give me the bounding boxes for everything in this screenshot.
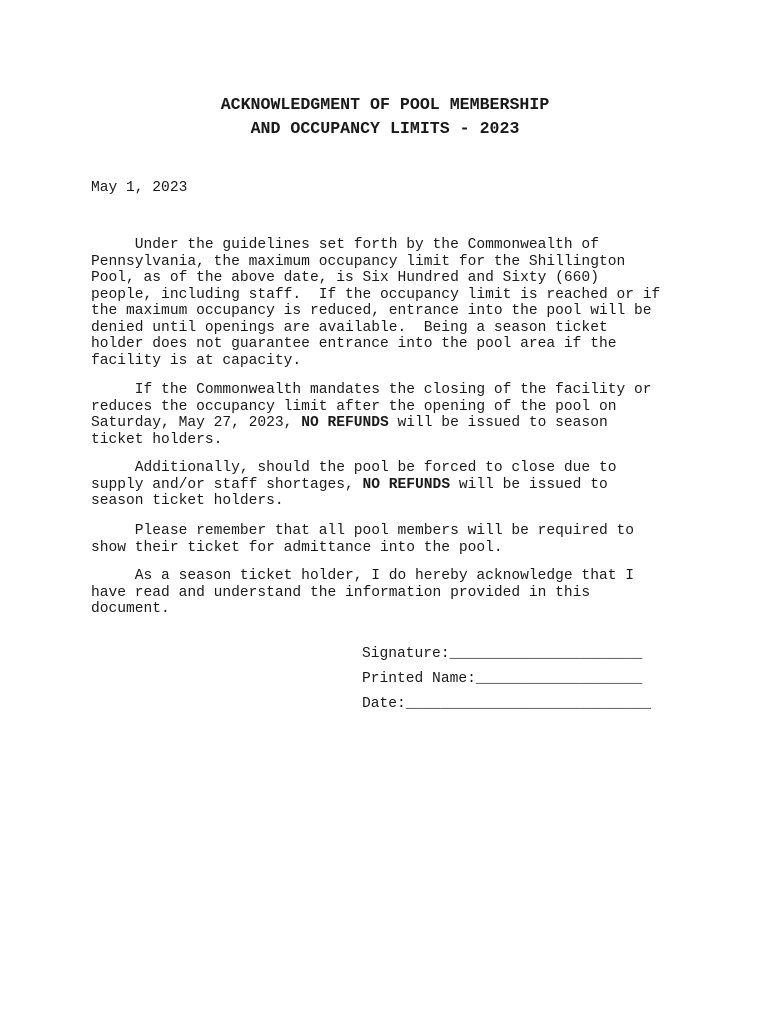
paragraph-ticket-reminder — [91, 523, 731, 556]
paragraph-line: Please remember that all pool members will be required to — [91, 523, 634, 539]
paragraph-line: Under the guidelines set forth by the Commonwealth of — [91, 237, 599, 253]
paragraph-line: As a season ticket holder, I do hereby acknowledge that I — [91, 568, 634, 584]
paragraph-text: will be issued to season — [388, 415, 608, 431]
paragraph-line: people, including staff. If the occupancy limit is reached or if — [91, 286, 661, 303]
paragraph-line: If the Commonwealth mandates the closing of the facility or — [91, 382, 652, 398]
paragraph-acknowledgment — [91, 568, 731, 618]
paragraph-line: facility is at capacity. — [91, 352, 302, 369]
paragraph-line: reduces the occupancy limit after the opening of the pool on — [91, 398, 617, 415]
title-line-2: AND OCCUPANCY LIMITS - 2023 — [250, 119, 520, 138]
paragraph-line: season ticket holders. — [91, 493, 284, 509]
paragraph-text: will be issued to — [450, 476, 608, 493]
paragraph-line: show their ticket for admittance into the pool. — [91, 539, 503, 556]
no-refunds-emphasis: NO REFUNDS — [301, 415, 389, 431]
document-title — [0, 93, 770, 141]
paragraph-line — [91, 415, 731, 432]
paragraph-line — [91, 477, 731, 494]
paragraph-line: ticket holders. — [91, 431, 223, 448]
paragraph-line: holder does not guarantee entrance into the pool area if the — [91, 336, 617, 352]
printed-name-field[interactable]: Printed Name:___________________ — [362, 671, 643, 687]
signature-date-field[interactable]: Date:____________________________ — [362, 696, 652, 712]
paragraph-text: supply and/or staff shortages, — [91, 476, 363, 493]
paragraph-line: have read and understand the information provided in this — [91, 584, 591, 601]
paragraph-closing-mandate — [91, 382, 731, 448]
paragraph-line: denied until openings are available. Being a season ticket — [91, 319, 608, 336]
paragraph-line: the maximum occupancy is reduced, entrance into the pool will be — [91, 303, 652, 319]
paragraph-line: Pennsylvania, the maximum occupancy limit for the Shillington — [91, 253, 626, 270]
paragraph-line: document. — [91, 601, 170, 617]
no-refunds-emphasis: NO REFUNDS — [362, 476, 451, 493]
paragraph-occupancy — [91, 237, 731, 369]
paragraph-line: Pool, as of the above date, is Six Hundred and Sixty (660) — [91, 270, 599, 286]
paragraph-shortages — [91, 460, 731, 510]
document-date: May 1, 2023 — [91, 180, 188, 196]
title-line-1: ACKNOWLEDGMENT OF POOL MEMBERSHIP — [220, 95, 550, 114]
signature-field[interactable]: Signature:______________________ — [362, 646, 643, 662]
paragraph-line: Additionally, should the pool be forced to close due to — [91, 460, 617, 476]
paragraph-text: Saturday, May 27, 2023, — [91, 415, 302, 431]
